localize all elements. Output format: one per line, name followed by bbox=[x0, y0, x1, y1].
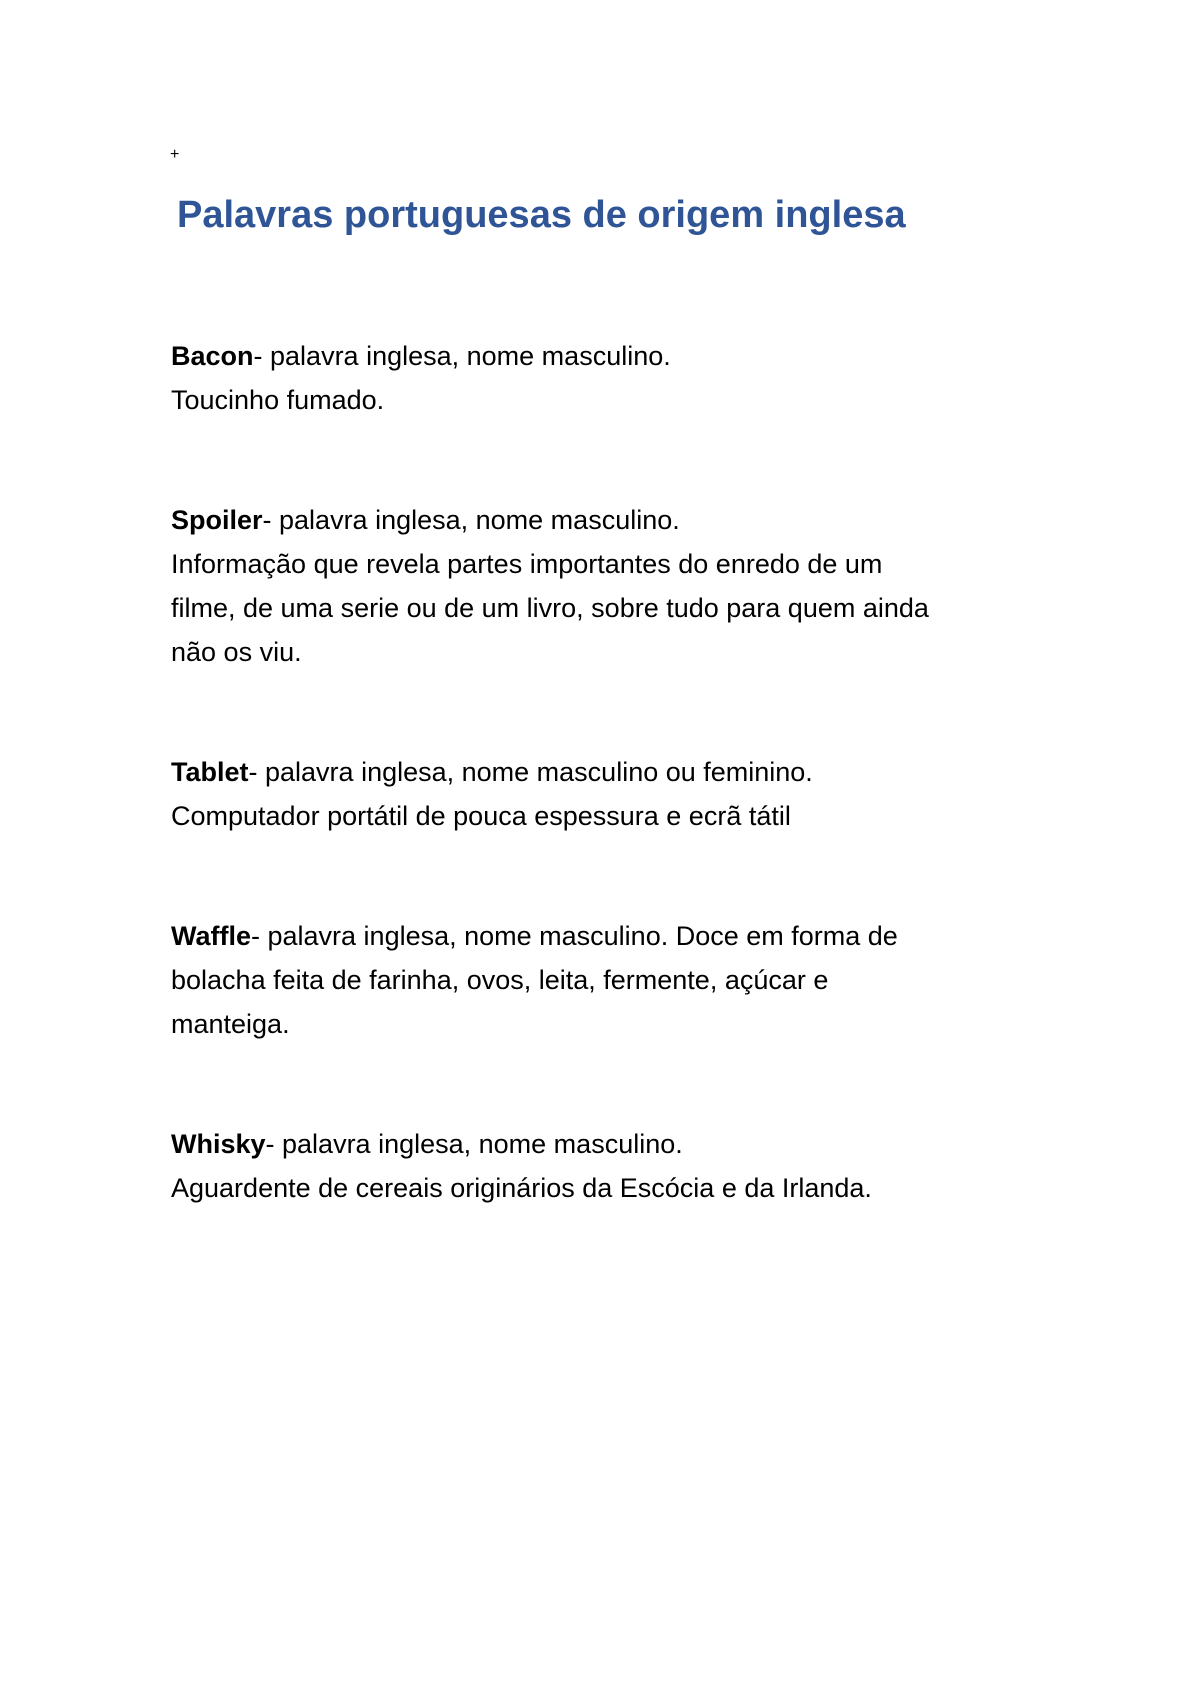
page-title: Palavras portuguesas de origem inglesa bbox=[177, 194, 906, 236]
entry-heading-line bbox=[171, 334, 1051, 378]
word-list bbox=[171, 334, 1051, 1210]
entry-text: - palavra inglesa, nome masculino. bbox=[253, 341, 671, 371]
entry-heading-line bbox=[171, 1122, 1051, 1166]
entry-text: Informação que revela partes importantes do enredo de um bbox=[171, 549, 883, 579]
list-marker: + bbox=[170, 146, 180, 163]
entry-heading-line bbox=[171, 498, 1051, 542]
entry-text: - palavra inglesa, nome masculino. Doce em forma de bbox=[251, 921, 898, 951]
entry-text: manteiga. bbox=[171, 1009, 290, 1039]
entry-text: - palavra inglesa, nome masculino. bbox=[265, 1129, 683, 1159]
entry-tablet bbox=[171, 750, 1051, 838]
entry-whisky bbox=[171, 1122, 1051, 1210]
entry-text: Aguardente de cereais originários da Escócia e da Irlanda. bbox=[171, 1173, 872, 1203]
entry-bacon bbox=[171, 334, 1051, 422]
entry-text: Toucinho fumado. bbox=[171, 385, 385, 415]
entry-text: - palavra inglesa, nome masculino. bbox=[262, 505, 680, 535]
entry-waffle bbox=[171, 914, 1051, 1046]
entry-heading-line bbox=[171, 750, 1051, 794]
entry-term: Whisky bbox=[171, 1129, 266, 1159]
entry-term: Tablet bbox=[171, 757, 249, 787]
entry-text: - palavra inglesa, nome masculino ou feminino. bbox=[248, 757, 813, 787]
entry-term: Waffle bbox=[171, 921, 251, 951]
entry-heading-line bbox=[171, 914, 1051, 958]
entry-text: Computador portátil de pouca espessura e ecrã tátil bbox=[171, 801, 791, 831]
entry-term: Spoiler bbox=[171, 505, 263, 535]
entry-spoiler bbox=[171, 498, 1051, 674]
entry-term: Bacon bbox=[171, 341, 254, 371]
entry-text: bolacha feita de farinha, ovos, leita, fermente, açúcar e bbox=[171, 965, 829, 995]
entry-text: não os viu. bbox=[171, 637, 302, 667]
entry-text: filme, de uma serie ou de um livro, sobre tudo para quem ainda bbox=[171, 593, 929, 623]
